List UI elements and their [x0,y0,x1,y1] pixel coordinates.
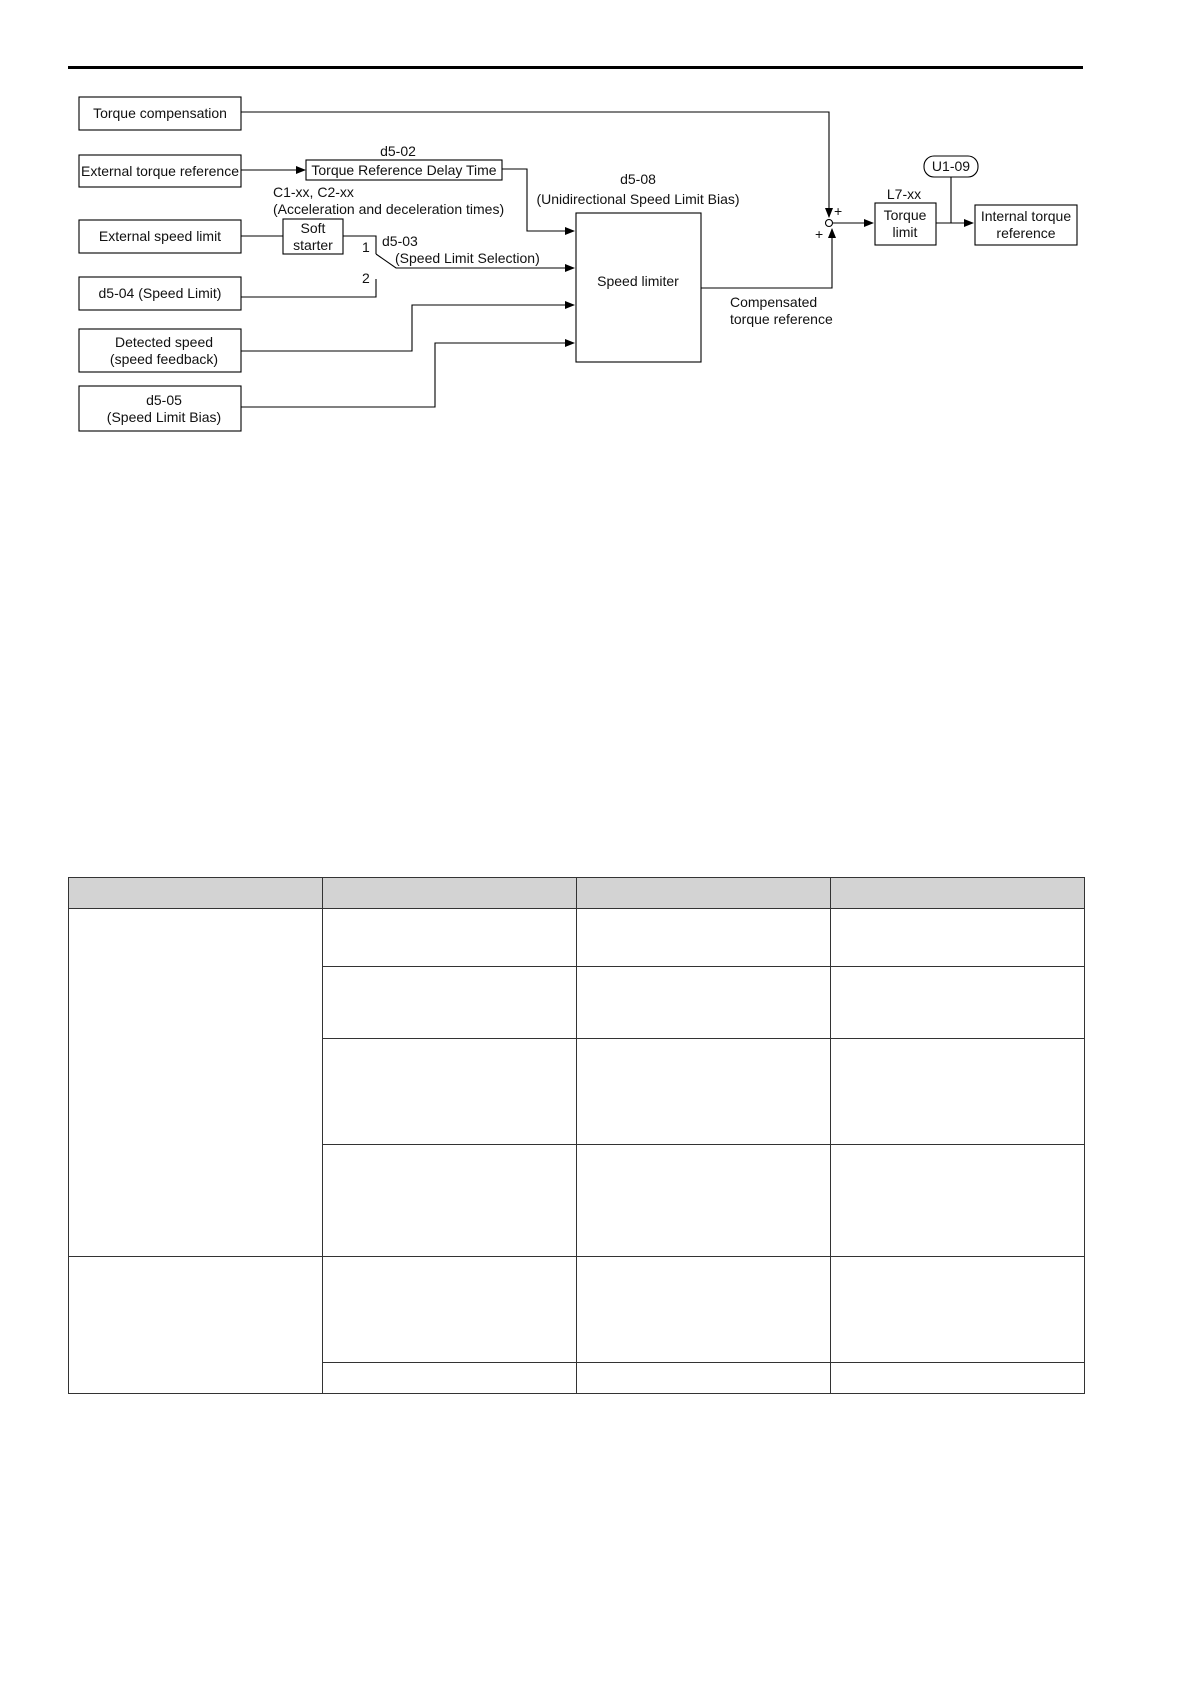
u1-09-monitor [924,156,978,177]
detected-speed-block [79,329,241,372]
speed-limit-selection-label: (Speed Limit Selection) [395,250,540,266]
table-cell [831,1145,1085,1257]
table-header-cell [69,878,323,909]
svg-text:External torque reference: External torque reference [81,163,239,179]
table-cell [323,1363,577,1394]
svg-text:d5-05: d5-05 [146,392,182,408]
summing-junction [826,220,833,227]
d5-08-label: d5-08 [620,171,656,187]
table-cell [577,1257,831,1363]
torque-limit-block [875,203,936,245]
d5-02-label: d5-02 [380,143,416,159]
torque-compensation-block [79,97,241,130]
table-row [69,1257,1085,1363]
plus-sign-top: + [834,203,843,219]
table-cell [577,967,831,1039]
d5-03-label: d5-03 [382,233,418,249]
table-cell [323,967,577,1039]
table-cell [831,1257,1085,1363]
d5-04-speed-limit-block [79,277,241,310]
external-torque-reference-block [79,155,241,187]
table-cell [69,909,323,1257]
table-cell [831,1039,1085,1145]
table-cell [577,1363,831,1394]
compensated-label-2: torque reference [730,311,833,327]
internal-torque-reference-block [975,205,1077,245]
speed-limiter-block [576,213,701,362]
svg-text:Torque Reference Delay Time: Torque Reference Delay Time [311,162,497,178]
unidirectional-bias-label: (Unidirectional Speed Limit Bias) [536,191,740,207]
svg-text:Torque compensation: Torque compensation [93,105,227,121]
svg-text:Soft: Soft [300,220,326,236]
svg-text:(speed feedback): (speed feedback) [109,351,219,367]
table-cell [831,967,1085,1039]
compensated-label-1: Compensated [730,294,818,310]
c1-c2-label: C1-xx, C2-xx [273,184,354,200]
table-cell [831,909,1085,967]
svg-text:External speed limit: External speed limit [98,228,222,244]
soft-starter-block [283,219,343,254]
table-cell [577,909,831,967]
svg-text:(Speed Limit Bias): (Speed Limit Bias) [106,409,222,425]
table-header-cell [831,878,1085,909]
switch-position-2: 2 [362,270,370,286]
table-cell [323,1257,577,1363]
switch-position-1: 1 [362,239,370,255]
plus-sign-left: + [815,226,824,242]
table-cell [577,1145,831,1257]
table-cell [69,1257,323,1394]
table-row [69,909,1085,967]
svg-text:Detected speed: Detected speed [114,334,214,350]
table-header-cell [577,878,831,909]
table-cell [323,909,577,967]
svg-text:Speed limiter: Speed limiter [597,273,679,289]
svg-text:Torque: Torque [883,207,927,223]
d5-05-speed-limit-bias-block [79,386,241,431]
table-cell [577,1039,831,1145]
l7-xx-label: L7-xx [886,186,922,202]
svg-text:Internal torque: Internal torque [980,208,1072,224]
svg-text:starter: starter [293,237,333,253]
accel-decel-label: (Acceleration and deceleration times) [273,201,505,217]
torque-reference-delay-block [306,160,502,180]
table-header-row [69,878,1085,909]
table-cell [831,1363,1085,1394]
torque-control-block-diagram [0,0,1191,450]
parameter-table [68,877,1084,1394]
svg-text:d5-04 (Speed Limit): d5-04 (Speed Limit) [98,285,222,301]
svg-text:U1-09: U1-09 [931,158,971,174]
svg-text:reference: reference [996,225,1056,241]
table-cell [323,1039,577,1145]
table-header-cell [323,878,577,909]
external-speed-limit-block [79,220,241,253]
table-cell [323,1145,577,1257]
svg-text:limit: limit [892,224,918,240]
